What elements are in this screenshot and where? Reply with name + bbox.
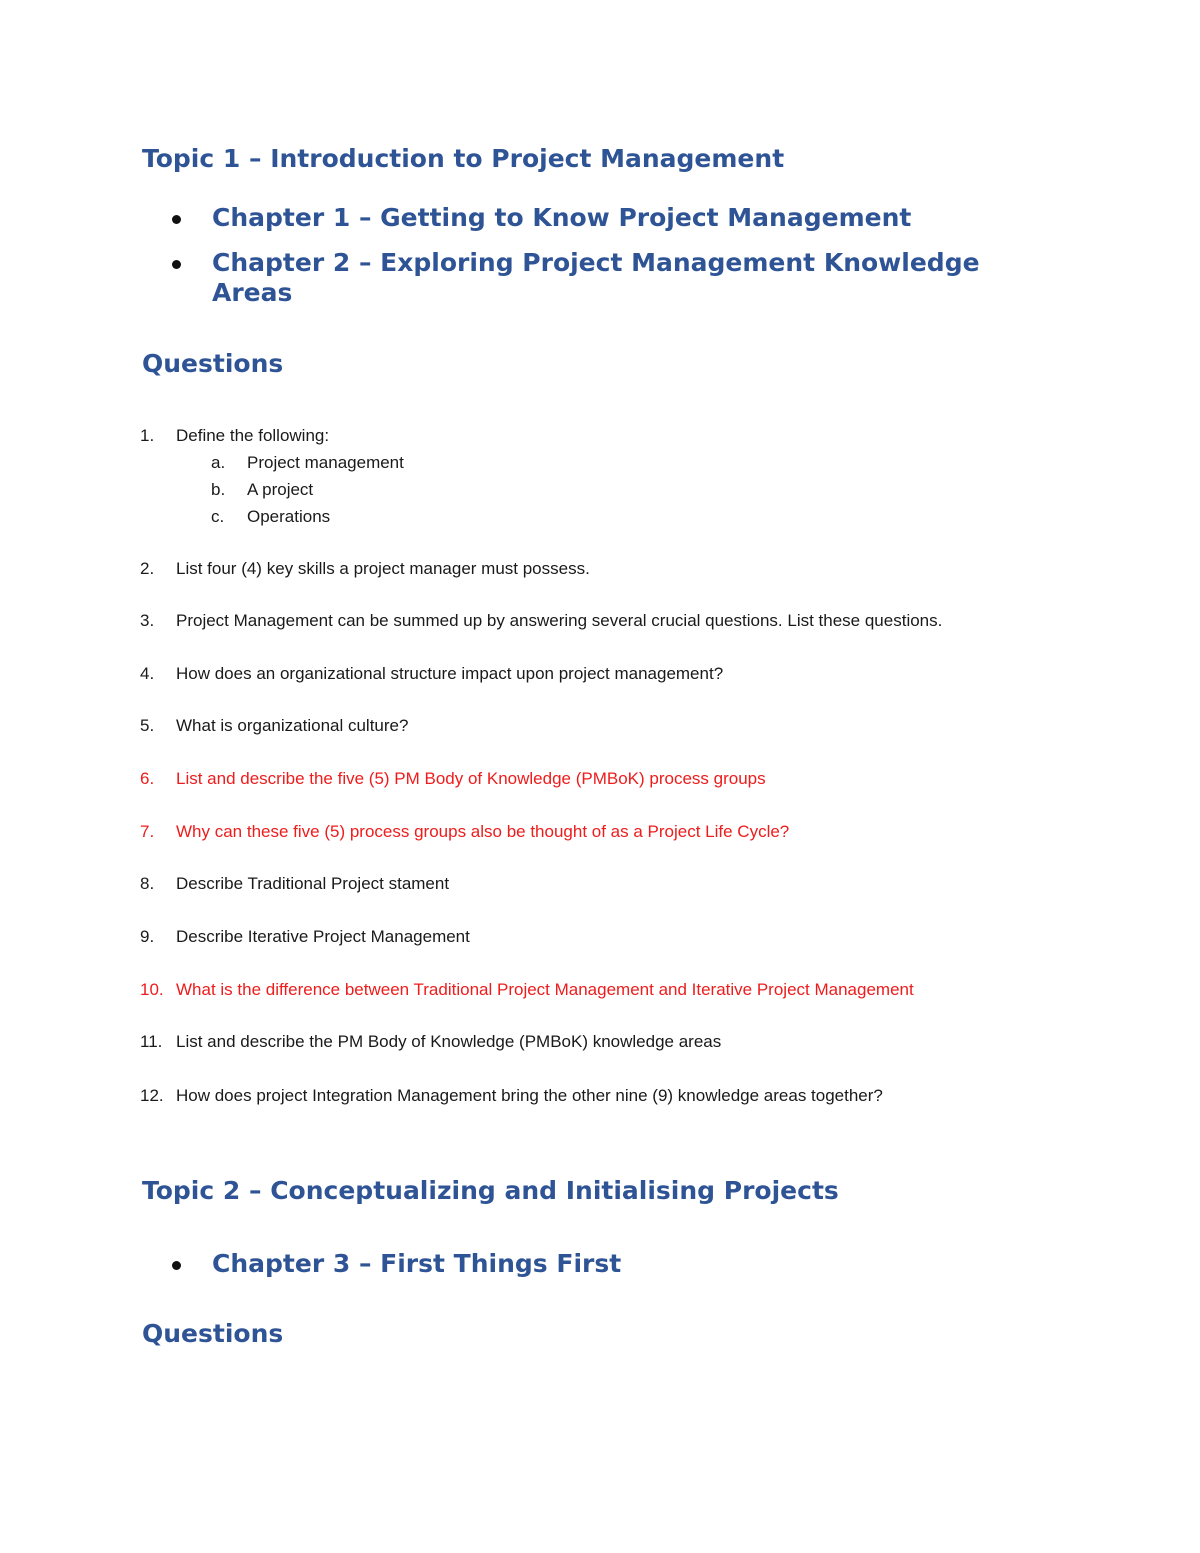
chapter-label: Chapter 1 – Getting to Know Project Management bbox=[212, 203, 912, 232]
question-number: 6. bbox=[140, 769, 155, 788]
chapter-label: Chapter 3 – First Things First bbox=[212, 1249, 622, 1278]
bullet-icon bbox=[172, 1261, 181, 1270]
bullet-icon bbox=[172, 215, 181, 224]
question-number: 11. bbox=[140, 1032, 163, 1051]
questions-heading: Questions bbox=[142, 1319, 284, 1348]
question-text: How does project Integration Management bring the other nine (9) knowledge areas together? bbox=[176, 1086, 883, 1105]
question-number: 10. bbox=[140, 980, 164, 999]
question-number: 7. bbox=[140, 822, 155, 841]
question-text: Describe Traditional Project stament bbox=[176, 874, 450, 893]
sub-question-letter: b. bbox=[211, 480, 226, 499]
sub-question-text: Project management bbox=[247, 453, 404, 472]
sub-question-text: A project bbox=[247, 480, 314, 499]
question-text: Why can these five (5) process groups also be thought of as a Project Life Cycle? bbox=[176, 822, 790, 841]
question-text: How does an organizational structure impact upon project management? bbox=[176, 664, 724, 683]
question-number: 12. bbox=[140, 1086, 164, 1105]
question-number: 8. bbox=[140, 874, 155, 893]
question-text: List and describe the five (5) PM Body of Knowledge (PMBoK) process groups bbox=[176, 769, 766, 788]
question-text: What is organizational culture? bbox=[176, 716, 409, 735]
question-number: 4. bbox=[140, 664, 155, 683]
question-number: 9. bbox=[140, 927, 155, 946]
question-text: Project Management can be summed up by answering several crucial questions. List these questions. bbox=[176, 611, 943, 630]
question-text: List and describe the PM Body of Knowledge (PMBoK) knowledge areas bbox=[176, 1032, 722, 1051]
question-number: 5. bbox=[140, 716, 155, 735]
questions-heading: Questions bbox=[142, 349, 284, 378]
question-number: 1. bbox=[140, 426, 155, 445]
question-number: 2. bbox=[140, 559, 155, 578]
question-number: 3. bbox=[140, 611, 155, 630]
topic-2-heading: Topic 2 – Conceptualizing and Initialising Projects bbox=[142, 1176, 839, 1205]
sub-question-letter: c. bbox=[211, 507, 225, 526]
topic-1-heading: Topic 1 – Introduction to Project Management bbox=[142, 144, 785, 173]
question-text: Define the following: bbox=[176, 426, 330, 445]
chapter-label: Chapter 2 – Exploring Project Management Knowledge Areas bbox=[212, 248, 980, 307]
bullet-icon bbox=[172, 260, 181, 269]
question-text: List four (4) key skills a project manager must possess. bbox=[176, 559, 590, 578]
sub-question-text: Operations bbox=[247, 507, 331, 526]
sub-question-letter: a. bbox=[211, 453, 226, 472]
question-text: Describe Iterative Project Management bbox=[176, 927, 470, 946]
question-text: What is the difference between Traditional Project Management and Iterative Project Management bbox=[176, 980, 914, 999]
